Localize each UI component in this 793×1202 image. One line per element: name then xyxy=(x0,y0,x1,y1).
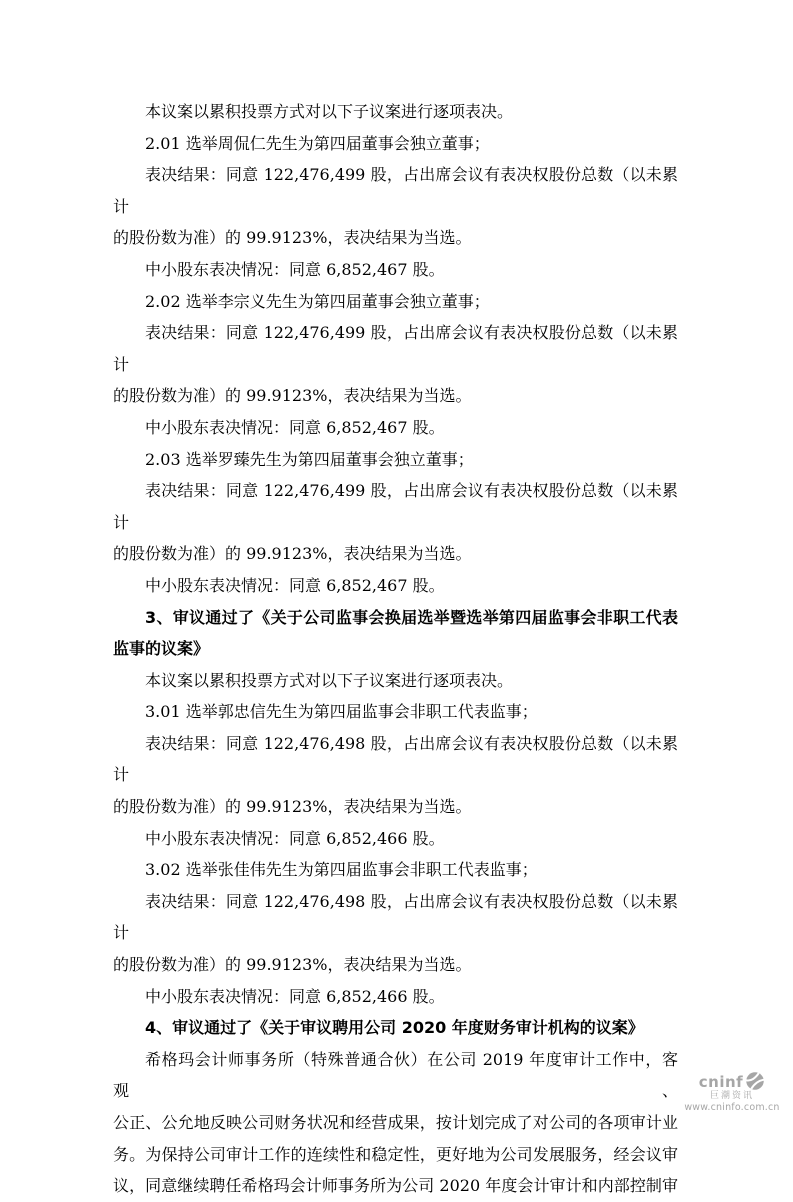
document-line: 中小股东表决情况：同意 6,852,467 股。 xyxy=(145,417,445,437)
document-line: 2.02 选举李宗义先生为第四届董事会独立董事； xyxy=(145,291,490,311)
document-line: 表决结果：同意 122,476,499 股，占出席会议有表决权股份总数（以未累计 xyxy=(113,323,678,374)
document-line: 3.02 选举张佳伟先生为第四届监事会非职工代表监事； xyxy=(145,860,538,880)
document-line: 表决结果：同意 122,476,499 股，占出席会议有表决权股份总数（以未累计 xyxy=(113,481,678,532)
document-line: 的股份数为准）的 99.9123%，表决结果为当选。 xyxy=(113,386,472,406)
cninfo-url: www.cninfo.com.cn xyxy=(684,1101,780,1113)
document-line: 中小股东表决情况：同意 6,852,466 股。 xyxy=(145,828,445,848)
document-line: 的股份数为准）的 99.9123%，表决结果为当选。 xyxy=(113,797,472,817)
document-line: 公正、公允地反映公司财务状况和经营成果，按计划完成了对公司的各项审计业 xyxy=(113,1113,678,1132)
cninfo-logo-text: cninf xyxy=(698,1073,744,1092)
document-line: 本议案以累积投票方式对以下子议案进行逐项表决。 xyxy=(145,670,514,690)
document-line: 表决结果：同意 122,476,498 股，占出席会议有表决权股份总数（以未累计 xyxy=(113,733,678,785)
document-line: 2.01 选举周侃仁先生为第四届董事会独立董事； xyxy=(145,133,490,153)
cninfo-watermark xyxy=(673,1074,791,1113)
cninfo-swirl-icon xyxy=(745,1071,765,1091)
heading-line: 3、审议通过了《关于公司监事会换届选举暨选举第四届监事会非职工代表 xyxy=(145,607,678,627)
document-body xyxy=(113,96,678,1202)
document-line: 中小股东表决情况：同意 6,852,467 股。 xyxy=(145,259,445,279)
document-line: 3.01 选举郭忠信先生为第四届监事会非职工代表监事； xyxy=(145,702,538,722)
document-line: 希格玛会计师事务所（特殊普通合伙）在公司 2019 年度审计工作中，客观、 xyxy=(113,1049,678,1101)
document-line: 表决结果：同意 122,476,499 股，占出席会议有表决权股份总数（以未累计 xyxy=(113,165,678,216)
document-line: 中小股东表决情况：同意 6,852,467 股。 xyxy=(145,575,445,595)
document-line: 2.03 选举罗臻先生为第四届董事会独立董事； xyxy=(145,449,474,469)
document-line: 本议案以累积投票方式对以下子议案进行逐项表决。 xyxy=(145,102,514,121)
document-line: 的股份数为准）的 99.9123%，表决结果为当选。 xyxy=(113,544,472,564)
heading-line: 监事的议案》 xyxy=(113,639,210,659)
cninfo-brand-chinese: 巨潮资讯 xyxy=(709,1091,754,1101)
cninfo-logo xyxy=(699,1074,765,1091)
document-line: 的股份数为准）的 99.9123%，表决结果为当选。 xyxy=(113,955,472,975)
document-line: 的股份数为准）的 99.9123%，表决结果为当选。 xyxy=(113,228,472,248)
document-line: 表决结果：同意 122,476,498 股，占出席会议有表决权股份总数（以未累计 xyxy=(113,891,678,943)
document-line: 议，同意继续聘任希格玛会计师事务所为公司 2020 年度会计审计和内部控制审 xyxy=(113,1176,678,1196)
document-line: 中小股东表决情况：同意 6,852,466 股。 xyxy=(145,986,445,1006)
heading-line: 4、审议通过了《关于审议聘用公司 2020 年度财务审计机构的议案》 xyxy=(145,1018,644,1038)
document-line: 务。为保持公司审计工作的连续性和稳定性，更好地为公司发展服务，经会议审 xyxy=(113,1144,678,1164)
